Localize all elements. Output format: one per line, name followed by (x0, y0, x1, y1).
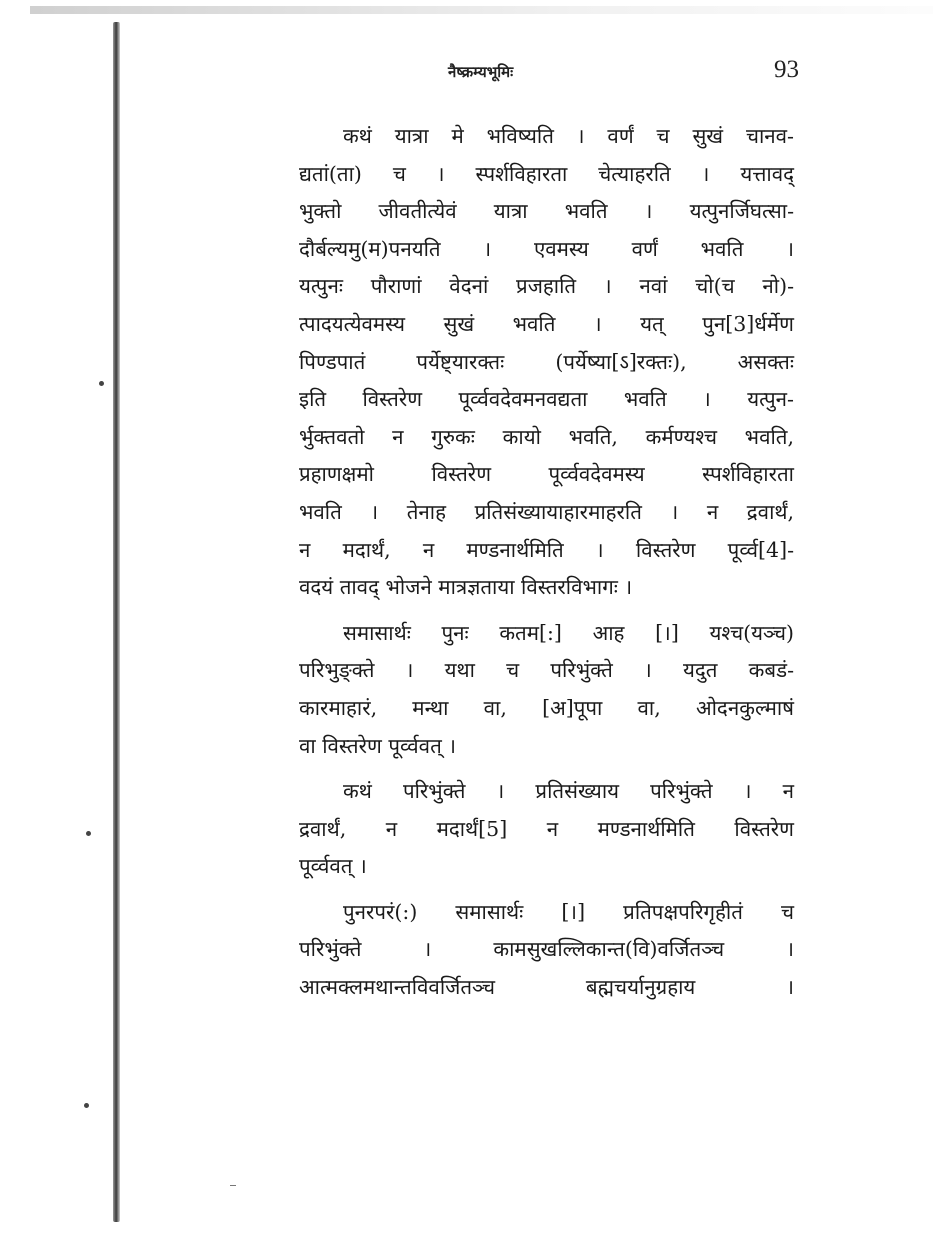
text-line: पूर्व्ववत् । (299, 854, 367, 879)
text-line: यत्पुनः पौराणां वेदनां प्रजहाति । नवां चो(च नो)- (299, 274, 794, 299)
text-line: पिण्डपातं पर्येष्ट्यारक्तः (पर्येष्या[ऽ]रक्तः), असक्तः (299, 349, 794, 374)
text-line: दौर्बल्यमु(म)पनयति । एवमस्य वर्णं भवति । (299, 236, 794, 261)
page-number: 93 (774, 56, 799, 83)
scan-speck (230, 1185, 236, 1186)
text-line: वदयं तावद् भोजने मात्रज्ञताया विस्तरविभागः । (299, 575, 633, 600)
text-line: कारमाहारं, मन्था वा, [अ]पूपा वा, ओदनकुल्माषं (299, 695, 794, 720)
text-line: परिभुङ्क्ते । यथा च परिभुंक्ते । यदुत कबडं- (299, 658, 794, 683)
text-line: इति विस्तरेण पूर्व्ववदेवमनवद्यता भवति । यत्पुन- (299, 387, 794, 412)
text-line: द्यतां(ता) च । स्पर्शविहारता चेत्याहरति । यत्तावद् (299, 161, 794, 186)
text-line: पुनरपरं(:) समासार्थः [।] प्रतिपक्षपरिगृहीतं च (343, 899, 794, 924)
text-line: आत्मक्लमथान्तविवर्जितञ्च बह्मचर्यानुग्रहाय । (299, 975, 794, 1000)
spine-speck (86, 831, 91, 836)
text-line: न मदार्थं, न मण्डनार्थमिति । विस्तरेण पूर्व्व[4]- (299, 537, 794, 562)
body-text (299, 118, 794, 1007)
text-line: द्रवार्थं, न मदार्थं[5] न मण्डनार्थमिति विस्तरेण (299, 816, 794, 841)
text-line: वा विस्तरेण पूर्व्ववत् । (299, 733, 457, 758)
spine-speck (99, 381, 104, 386)
book-spine-shadow (113, 22, 120, 1222)
scan-edge-shadow (30, 6, 933, 14)
text-line: कथं परिभुंक्ते । प्रतिसंख्याय परिभुंक्ते । न (343, 779, 794, 804)
text-line: प्रहाणक्षमो विस्तरेण पूर्व्ववदेवमस्य स्पर्शविहारता (299, 462, 794, 487)
text-line: परिभुंक्ते । कामसुखल्लिकान्त(वि)वर्जितञ्च । (299, 937, 794, 962)
text-line: त्पादयत्येवमस्य सुखं भवति । यत् पुन[3]र्धर्मेण (299, 311, 794, 336)
text-line: समासार्थः पुनः कतम[:] आह [।] यश्च(यञ्च) (343, 620, 794, 645)
running-head: नैष्क्रम्यभूमिः (448, 63, 514, 81)
text-line: कथं यात्रा मे भविष्यति । वर्णं च सुखं चानव- (343, 124, 794, 148)
text-line: भवति । तेनाह प्रतिसंख्यायाहारमाहरति । न द्रवार्थं, (299, 499, 794, 524)
spine-speck (84, 1103, 89, 1108)
text-line: र्भुक्तवतो न गुरुकः कायो भवति, कर्मण्यश्च भवति, (299, 424, 794, 449)
text-line: भुक्तो जीवतीत्येवं यात्रा भवति । यत्पुनर्जिघत्सा- (299, 199, 794, 224)
